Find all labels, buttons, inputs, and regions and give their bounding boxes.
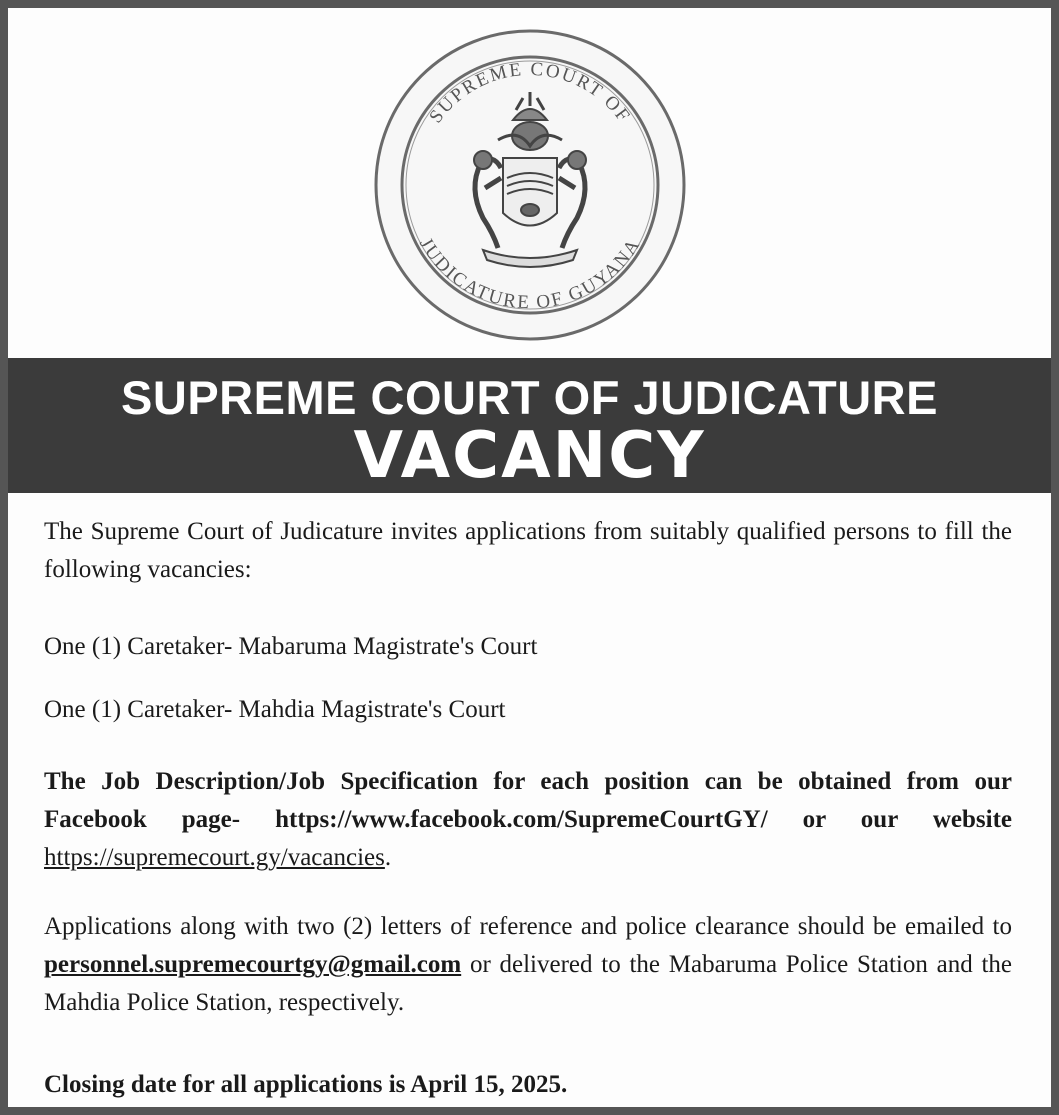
court-seal-icon: [373, 28, 687, 342]
job-description-paragraph: [44, 763, 1012, 877]
intro-paragraph: The Supreme Court of Judicature invites applications from suitably qualified persons to fill the following vacancies:: [44, 518, 1012, 583]
banner-title: SUPREME COURT OF JUDICATURE: [121, 371, 938, 424]
seal-bottom-text: JUDICATURE OF GUYANA: [415, 234, 645, 314]
website-link[interactable]: https://supremecourt.gy/vacancies: [44, 844, 385, 871]
vacancy-item: One (1) Caretaker- Mahdia Magistrate's Court: [44, 696, 506, 723]
title-banner: [8, 358, 1051, 493]
application-text-end: or delivered to the Mabaruma Police Station and the Mahdia Police Station, respectively.: [44, 951, 1012, 1016]
closing-date: Closing date for all applications is April 15, 2025.: [44, 1071, 568, 1098]
seal-area: [8, 8, 1051, 358]
banner-subtitle: VACANCY: [353, 419, 706, 493]
email-link[interactable]: personnel.supremecourtgy@gmail.com: [44, 951, 462, 978]
seal-top-text: SUPREME COURT OF: [425, 58, 635, 128]
application-paragraph: [44, 908, 1012, 1022]
application-text-start: Applications along with two (2) letters of reference and police clearance should be emailed to: [44, 913, 1012, 940]
website-link-end: .: [384, 844, 392, 871]
job-description-text: The Job Description/Job Specification for each position can be obtained from our Facebook page- https://www.facebook.com/SupremeCourtGY/ or our website: [44, 768, 1012, 833]
vacancy-item: One (1) Caretaker- Mabaruma Magistrate's Court: [44, 633, 538, 660]
